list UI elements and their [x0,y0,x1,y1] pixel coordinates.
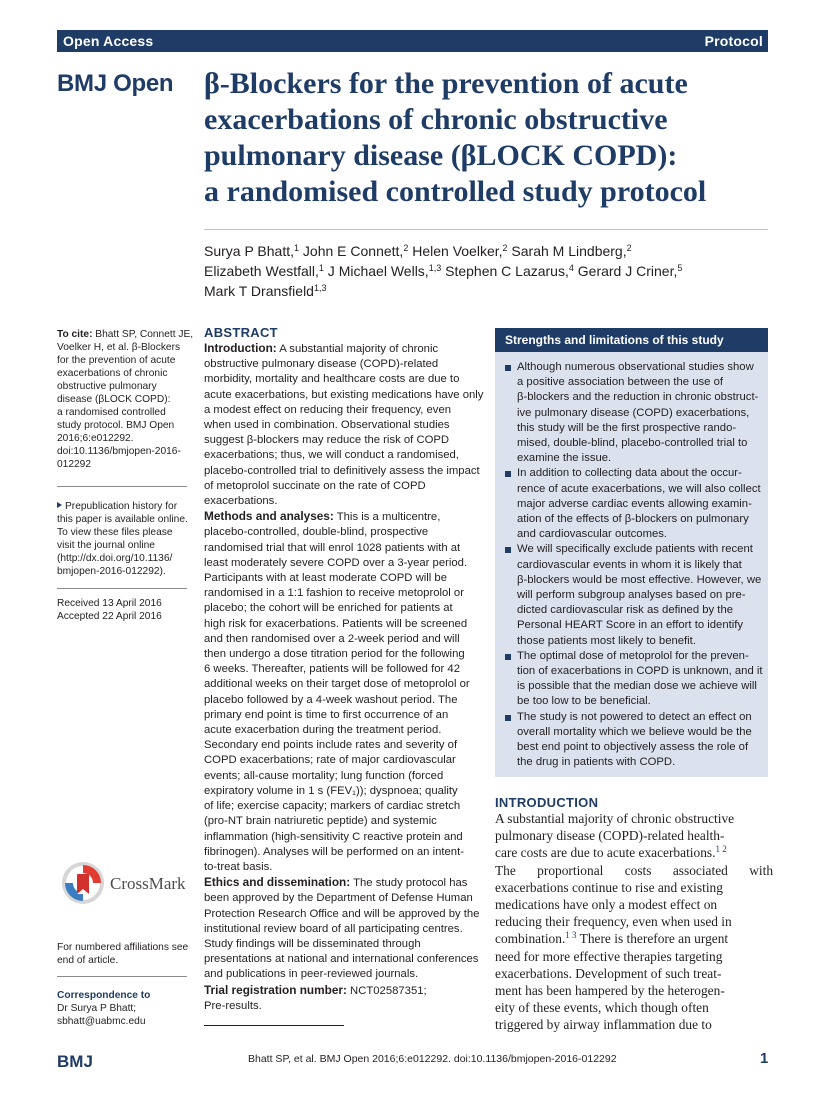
abstract-heading: ABSTRACT [204,325,278,340]
list-item [503,710,760,771]
author-name[interactable]: Elizabeth Westfall, [204,263,319,279]
correspondence-name: Dr Surya P Bhatt; [57,1003,137,1014]
affiliation-ref: 2 [626,243,632,253]
title-divider [204,229,768,230]
square-bullet-icon [505,715,511,721]
prepub-line: visit the journal online [57,540,155,551]
article-type-label: Protocol [704,33,763,49]
cite-doi-line[interactable]: doi:10.1136/bmjopen-2016- [57,446,181,457]
triangle-bullet-icon [57,502,62,508]
sidebar-divider [57,976,187,977]
abstract-line: acute exacerbations, but existing medications have only [204,388,484,401]
abstract-line: obstructive pulmonary disease (COPD)-related [204,358,439,371]
abstract-line: Study findings will be disseminated through [204,937,421,950]
list-line: tion of exacerbations in COPD is unknown, and it [517,665,763,678]
open-access-label: Open Access [63,33,154,49]
introduction-body [495,810,774,1034]
reference-link[interactable]: 1 3 [565,930,577,941]
abstract-line: (pro-NT brain natriuretic peptide) and systemic [204,815,437,828]
cite-label: To cite: [57,329,93,340]
abstract-line: institutional review board of all participating centres. [204,922,463,935]
author-name[interactable]: Surya P Bhatt, [204,243,295,259]
body-line: eity of these events, which though often [495,1000,709,1016]
abstract-line: 6 weeks. Thereafter, patients will be followed for 42 [204,663,460,676]
affiliations-line: end of article. [57,955,119,966]
abstract-line: and then randomised over a 2-week period and will [204,632,460,645]
crossmark-badge[interactable] [60,860,190,908]
abstract-line: Protection Research Office and will be approved by the [204,907,480,920]
abstract-line: randomised trial that will enrol 1028 patients with at [204,541,461,554]
affiliation-ref: 1,3 [428,263,442,273]
strengths-list [503,360,763,770]
reference-link[interactable]: 1 2 [715,844,727,855]
author-name[interactable]: Mark T Dransfield [204,283,314,299]
cite-line: study protocol. BMJ Open [57,420,175,431]
body-line: need for more effective therapies targeting [495,948,723,964]
affiliation-ref: 1 [318,263,324,273]
abstract-line: then undergo a dose titration period for the following [204,648,465,661]
list-line: Although numerous observational studies show [517,361,754,373]
affiliation-ref: 1,3 [313,283,327,293]
list-line: this study will be the first prospective rando- [517,421,737,434]
correspondence-email[interactable]: sbhatt@uabmc.edu [57,1016,146,1027]
author-list [204,241,769,301]
abstract-line: exacerbations. [204,495,278,508]
cite-line: exacerbations of chronic [57,368,168,379]
author-name[interactable]: Stephen C Lazarus, [441,263,569,279]
affiliation-ref: 4 [568,263,574,273]
list-line: Personal HEART Score in an effort to identify [517,619,744,632]
body-line: reducing their frequency, even when used in [495,914,732,930]
abstract-line: of metoprolol succinate on the rate of COPD [204,479,426,492]
crossmark-icon [60,860,106,906]
list-line: the drug in patients with COPD. [517,756,676,769]
prepub-history-note [57,500,187,578]
abstract-line: inflammation (high-sensitivity C reactive protein and [204,830,463,843]
strengths-limitations-box [495,328,768,777]
abstract-line: acute exacerbation during the treatment period. [204,724,442,737]
list-line: examine the issue. [517,452,612,465]
abstract-line: randomised in a 1:1 fashion to receive metoprolol or [204,587,464,600]
list-line: will perform subgroup analyses based on pre- [517,589,746,602]
abstract-end-rule [204,1025,344,1026]
square-bullet-icon [505,365,511,371]
abstract-line: high risk for exacerbations. Patients will be screened [204,617,468,630]
list-item [503,466,760,542]
list-line: be too low to be beneficial. [517,695,651,708]
abstract-line: The study protocol has [350,877,468,890]
body-line: A substantial majority of chronic obstructive [495,811,735,826]
list-line: best end point to objectively assess the role of [517,741,749,754]
body-line: medications have only a modest effect on [495,897,718,913]
accepted-date: Accepted 22 April 2016 [57,611,162,622]
abstract-line: additional weeks on their target dose of metoprolol or [204,678,470,691]
abstract-line: suggest β-blockers may reduce the risk of COPD [204,434,450,447]
author-name[interactable]: Gerard J Criner, [573,263,678,279]
prepub-line: this paper is available online. [57,514,188,525]
affiliation-ref: 5 [677,263,683,273]
journal-logo[interactable]: BMJ Open [57,70,174,97]
abstract-line: morbidity, mortality and healthcare costs are due to [204,373,460,386]
cite-line: disease (βLOCK COPD): [57,394,171,405]
abstract-line: Pre-results. [204,999,262,1012]
author-line [204,261,769,281]
body-line: The proportional costs associated with [495,862,774,878]
abstract-subheading: Ethics and dissemination: [204,875,351,890]
abstract-line: placebo-controlled, double-blind, prospective [204,526,429,539]
abstract-line: placebo followed by a 4-week washout period. The [204,693,458,706]
list-line: In addition to collecting data about the occur- [517,467,742,480]
abstract-line: least moderately severe COPD over a 3-year period. [204,556,468,569]
author-name[interactable]: Sarah M Lindberg, [507,243,627,259]
abstract-line: Participants with at least moderate COPD will be [204,572,447,585]
list-line: mised, double-blind, placebo-controlled trial to [517,437,748,450]
list-line: is possible that the median dose we achieve will [517,680,757,693]
list-line: dicted cardiovascular risk as defined by the [517,604,734,617]
list-line: overall mortality which we believe would be the [517,725,752,738]
list-line: The optimal dose of metoprolol for the preven- [517,649,749,662]
body-line: triggered by airway inflammation due to [495,1017,712,1033]
body-line: exacerbations. Development of such treat- [495,965,722,981]
list-line: We will specifically exclude patients with recent [517,543,753,556]
list-line: major adverse cardiac events allowing examin- [517,497,752,510]
abstract-line: This is a multicentre, [333,511,441,524]
abstract-line: placebo-controlled trial to definitively assess the impact [204,464,480,477]
abstract-line: fibrinogen). Analyses will be performed on an intent- [204,845,464,858]
body-line: ment has been hampered by the heterogen- [495,983,725,999]
page-number: 1 [760,1050,769,1067]
abstract-subheading: Trial registration number: [204,982,347,997]
abstract-subheading: Methods and analyses: [204,509,334,524]
list-line: ive pulmonary disease (COPD) exacerbations, [517,406,750,419]
cite-line: Voelker H, et al. β-Blockers [57,342,181,353]
prepub-line: Prepublication history for [65,501,178,512]
square-bullet-icon [505,471,511,477]
list-line: and cardiovascular outcomes. [517,528,668,541]
abstract-line: A substantial majority of chronic [276,343,439,355]
abstract-body [204,341,482,1014]
list-line: those patients most likely to benefit. [517,634,696,647]
abstract-line: events; all-cause mortality; lung function (forced [204,769,444,782]
affiliation-ref: 1 [294,243,300,253]
body-line: combination. [495,931,566,947]
abstract-line: been approved by the Department of Defense Human [204,892,473,905]
title-line: exacerbations of chronic obstructive [204,103,668,136]
author-name[interactable]: J Michael Wells, [323,263,429,279]
author-name[interactable]: John E Connett, [299,243,404,259]
abstract-line: of life; exercise capacity; markers of cardiac stretch [204,800,461,813]
author-line [204,281,769,301]
sidebar-divider [57,486,187,487]
title-line: β-Blockers for the prevention of acute [204,67,688,100]
abstract-subheading: Introduction: [204,341,277,355]
article-title [204,66,774,210]
prepub-line: To view these files please [57,527,173,538]
cite-line: 2016;6:e012292. [57,433,134,444]
cite-doi-line[interactable]: 012292 [57,459,91,470]
square-bullet-icon [505,547,511,553]
strengths-box-header [495,328,768,352]
body-line: exacerbations continue to rise and existing [495,879,723,895]
cite-line: for the prevention of acute [57,355,176,366]
list-item [503,649,763,710]
affiliations-line: For numbered affiliations see [57,942,189,953]
trial-registration-number[interactable]: NCT02587351; [346,984,427,997]
list-item [503,542,760,648]
abstract-line: a modest effect on reducing their frequency, even [204,403,452,416]
affiliation-ref: 2 [502,243,508,253]
affiliation-ref: 2 [403,243,409,253]
abstract-line: presentations at national and international conferences [204,953,479,966]
cite-block [57,328,194,471]
strengths-box-title: Strengths and limitations of this study [505,333,724,347]
sidebar-divider [57,588,187,589]
abstract-line: primary end point is time to first occurrence of an [204,708,449,721]
cite-line: obstructive pulmonary [57,381,157,392]
abstract-line: expiratory volume in 1 s (FEV₁)); dyspnoea; quality [204,784,458,797]
correspondence-heading: Correspondence to [57,990,151,1001]
footer-bmj-logo[interactable]: BMJ [57,1052,93,1071]
list-line: ation of the effects of β-blockers on pulmonary [517,513,749,526]
square-bullet-icon [505,654,511,660]
correspondence-block [57,989,187,1028]
cite-line: Bhatt SP, Connett JE, [92,329,194,340]
abstract-line: to-treat basis. [204,860,273,873]
prepub-link[interactable]: (http://dx.doi.org/10.1136/ [57,553,173,564]
received-date: Received 13 April 2016 [57,598,162,609]
article-dates [57,597,187,623]
list-line: rence of acute exacerbations, we will also collect [517,482,761,495]
list-line: a positive association between the use of [517,376,723,389]
footer-citation: Bhatt SP, et al. BMJ Open 2016;6:e012292. doi:10.1136/bmjopen-2016-012292 [248,1053,617,1065]
body-line: pulmonary disease (COPD)-related health- [495,828,725,844]
introduction-heading: INTRODUCTION [495,795,599,810]
abstract-line: and publications in peer-reviewed journals. [204,968,419,981]
prepub-link[interactable]: bmjopen-2016-012292). [57,566,166,577]
list-line: β-blockers and the reduction in chronic obstruct- [517,391,759,404]
author-line [204,241,769,261]
title-line: pulmonary disease (βLOCK COPD): [204,139,678,172]
crossmark-label: CrossMark [110,874,186,893]
list-line: cardiovascular events in whom it is likely that [517,558,742,571]
abstract-line: exacerbations; thus, we will conduct a randomised, [204,449,459,462]
cite-line: a randomised controlled [57,407,166,418]
affiliations-note [57,941,187,967]
list-item [503,360,760,466]
abstract-line: COPD exacerbations; rate of major cardiovascular [204,754,456,767]
list-line: β-blockers would be most effective. However, we [517,573,762,586]
header-bar [57,30,768,52]
abstract-line: when used in combination. Observational studies [204,419,450,432]
list-line: The study is not powered to detect an effect on [517,710,752,723]
body-line: There is therefore an urgent [576,931,729,947]
abstract-line: placebo; the cohort will be enriched for patients at [204,602,453,615]
author-name[interactable]: Helen Voelker, [408,243,503,259]
title-line: a randomised controlled study protocol [204,175,707,208]
abstract-line: Secondary end points include rates and severity of [204,739,458,752]
body-line: care costs are due to acute exacerbations. [495,845,716,861]
